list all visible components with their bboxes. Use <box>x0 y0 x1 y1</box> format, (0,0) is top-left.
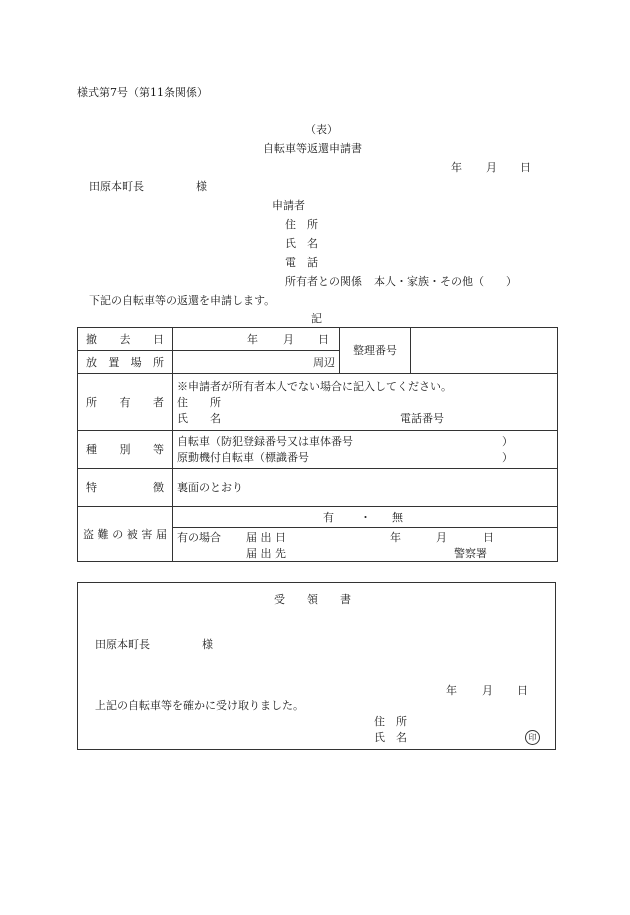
feature-cell[interactable] <box>173 469 558 507</box>
feature-label: 特徴 <box>78 469 173 507</box>
theft-label: 盗難の被害届 <box>78 507 173 562</box>
owner-cell[interactable] <box>173 374 558 431</box>
addressee-name: 田原本町長 <box>89 180 144 193</box>
theft-yes-no-cell[interactable] <box>173 507 558 528</box>
theft-no: 無 <box>392 511 403 524</box>
type-bicycle: 自転車（防犯登録番号又は車体番号 <box>177 435 353 448</box>
theft-if-yes: 有の場合 <box>177 531 221 544</box>
application-table <box>77 327 558 562</box>
report-date-month: 月 <box>436 531 447 544</box>
receipt-honorific: 様 <box>202 638 213 651</box>
receipt-date-month: 月 <box>482 684 493 697</box>
type-cell[interactable] <box>173 431 558 469</box>
date-day: 日 <box>520 161 531 174</box>
date-month: 月 <box>486 161 497 174</box>
removal-date-label: 撤去日 <box>78 328 173 351</box>
theft-detail-cell[interactable] <box>173 528 558 562</box>
place-suffix: 周辺 <box>313 355 335 369</box>
receipt-title: 受 領 書 <box>274 593 351 606</box>
type-moped-close: ） <box>502 451 513 464</box>
type-label: 種別等 <box>78 431 173 469</box>
receipt-box <box>77 582 556 750</box>
report-date-label: 届 出 日 <box>246 531 286 544</box>
removal-date-day: 日 <box>318 333 329 346</box>
report-dest-label: 届 出 先 <box>246 547 286 560</box>
receipt-addressee: 田原本町長 <box>95 638 150 651</box>
seal-mark: 印 <box>525 730 540 745</box>
receipt-date-day: 日 <box>517 684 528 697</box>
owner-label: 所有者 <box>78 374 173 431</box>
applicant-relation-options: 本人・家族・その他（ ） <box>374 275 517 288</box>
request-text: 下記の自転車等の返還を申請します。 <box>89 294 276 307</box>
place-cell[interactable] <box>173 351 340 374</box>
receipt-date-year: 年 <box>446 684 457 697</box>
applicant-phone-label: 電 話 <box>285 256 318 269</box>
applicant-name-label: 氏 名 <box>285 237 318 250</box>
form-number: 様式第7号（第11条関係） <box>77 86 208 99</box>
type-moped: 原動機付自転車（標識番号 <box>177 451 309 464</box>
type-bicycle-close: ） <box>502 435 513 448</box>
applicant-address-label: 住 所 <box>285 218 318 231</box>
receipt-address-label: 住 所 <box>374 715 407 728</box>
owner-phone-label: 電話番号 <box>400 412 444 425</box>
receipt-name-label: 氏 名 <box>374 731 407 744</box>
removal-date-cell[interactable] <box>173 328 340 351</box>
page-title: 自転車等返還申請書 <box>263 142 362 155</box>
police-station: 警察署 <box>454 547 487 560</box>
applicant-heading: 申請者 <box>272 199 305 212</box>
date-year: 年 <box>451 161 462 174</box>
ki-label: 記 <box>311 312 322 325</box>
owner-name-label: 氏 名 <box>177 412 221 425</box>
place-label: 放置場所 <box>78 351 173 374</box>
ref-number-label: 整理番号 <box>340 328 411 374</box>
owner-address-label: 住 所 <box>177 396 221 409</box>
applicant-relation-label: 所有者との関係 <box>285 275 362 288</box>
removal-date-year: 年 <box>247 333 258 346</box>
owner-note: ※申請者が所有者本人でない場合に記入してください。 <box>177 380 452 393</box>
side-label: （表） <box>305 123 338 136</box>
feature-value: 裏面のとおり <box>177 481 243 494</box>
addressee-honorific: 様 <box>196 180 207 193</box>
report-date-day: 日 <box>483 531 494 544</box>
theft-dot: ・ <box>360 511 371 524</box>
ref-number-cell[interactable] <box>411 328 558 374</box>
theft-yes: 有 <box>323 511 334 524</box>
removal-date-month: 月 <box>283 333 294 346</box>
receipt-statement: 上記の自転車等を確かに受け取りました。 <box>95 699 304 712</box>
report-date-year: 年 <box>390 531 401 544</box>
